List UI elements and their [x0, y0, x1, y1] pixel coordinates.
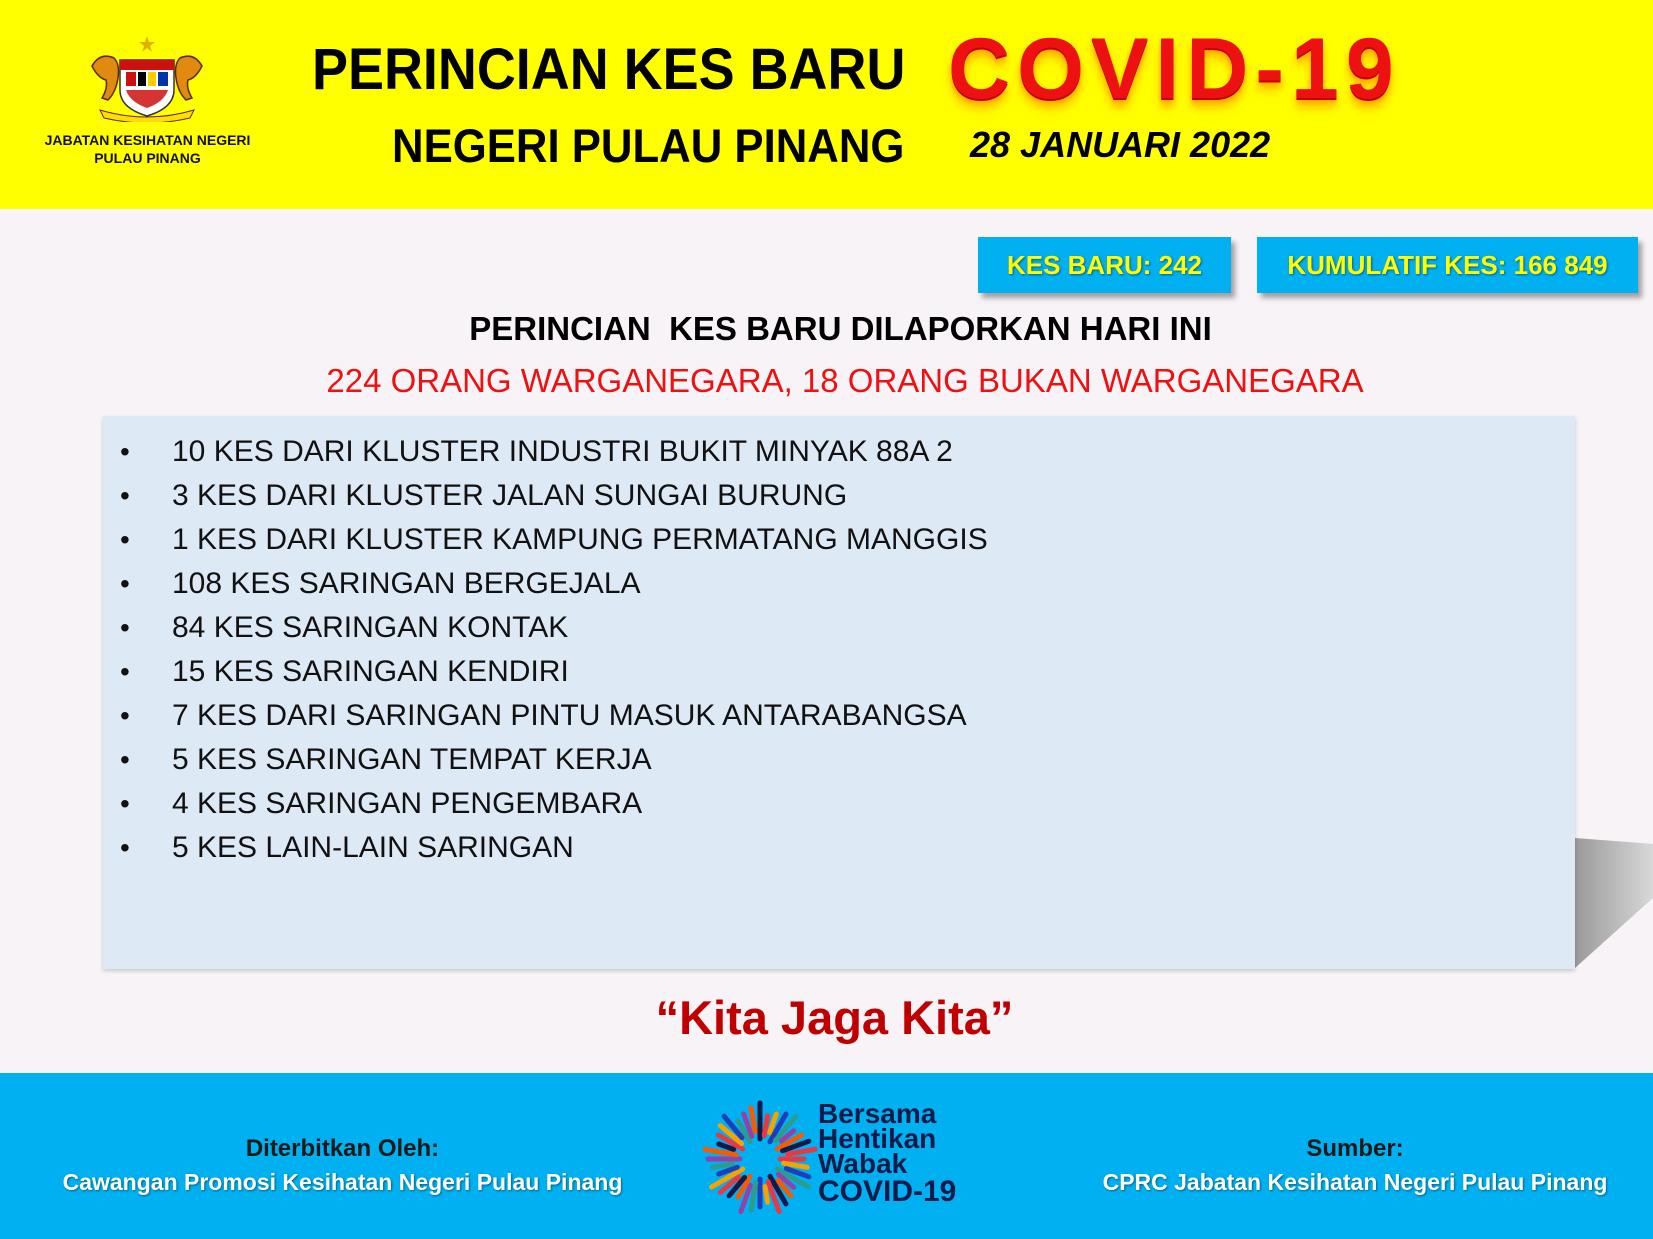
list-item	[103, 694, 1575, 738]
bullet: •	[120, 788, 130, 819]
source-label: Sumber:	[1306, 1135, 1404, 1162]
section-subheading: 224 ORANG WARGANEGARA, 18 ORANG BUKAN WARGANEGARA	[326, 362, 1364, 399]
case-item-text: 5 KES SARINGAN TEMPAT KERJA	[172, 743, 652, 776]
footer-banner	[0, 1073, 1653, 1239]
list-item	[103, 606, 1575, 650]
burst-ray	[751, 1108, 755, 1132]
bullet: •	[120, 568, 130, 599]
list-item	[103, 430, 1575, 474]
campaign-line-3: Wabak	[818, 1148, 908, 1179]
list-item	[103, 650, 1575, 694]
campaign-logo-text	[818, 1098, 957, 1208]
covid-title: COVID-19	[948, 21, 1401, 117]
campaign-line-2: Hentikan	[818, 1123, 937, 1154]
header-banner	[0, 0, 1653, 209]
list-item	[103, 562, 1575, 606]
case-item-text: 84 KES SARINGAN KONTAK	[172, 611, 569, 644]
source-name: CPRC Jabatan Kesihatan Negeri Pulau Pinang	[1102, 1169, 1608, 1195]
bullet: •	[120, 656, 130, 687]
agency-name-line2: PULAU PINANG	[94, 150, 201, 166]
campaign-line-1: Bersama	[818, 1098, 937, 1129]
case-item-text: 15 KES SARINGAN KENDIRI	[172, 655, 569, 688]
slogan: “Kita Jaga Kita”	[655, 991, 1014, 1044]
campaign-burst-icon	[698, 1097, 822, 1221]
agency-name-line1: JABATAN KESIHATAN NEGERI	[44, 132, 251, 148]
new-cases-badge	[978, 237, 1231, 293]
bullet: •	[120, 700, 130, 731]
state-title: NEGERI PULAU PINANG	[392, 119, 905, 172]
list-item	[103, 518, 1575, 562]
campaign-line-4: COVID-19	[818, 1175, 957, 1208]
case-item-text: 108 KES SARINGAN BERGEJALA	[172, 567, 641, 600]
new-cases-text: KES BARU: 242	[1006, 249, 1203, 280]
burst-ray	[765, 1187, 768, 1203]
case-item-text: 10 KES DARI KLUSTER INDUSTRI BUKIT MINYAK 88A 2	[172, 435, 953, 468]
publisher-label: Diterbitkan Oleh:	[245, 1135, 440, 1162]
agency-name	[20, 131, 275, 167]
case-item-text: 3 KES DARI KLUSTER JALAN SUNGAI BURUNG	[172, 479, 848, 512]
bullet: •	[120, 832, 130, 863]
publisher-name: Cawangan Promosi Kesihatan Negeri Pulau Pinang	[62, 1169, 623, 1195]
case-item-text: 5 KES LAIN-LAIN SARINGAN	[172, 831, 574, 864]
cumulative-cases-badge	[1257, 237, 1638, 293]
bullet: •	[120, 480, 130, 511]
source-block	[1090, 1133, 1620, 1199]
section-heading: PERINCIAN KES BARU DILAPORKAN HARI INI	[469, 310, 1212, 347]
case-item-text: 1 KES DARI KLUSTER KAMPUNG PERMATANG MANGGIS	[172, 523, 988, 556]
bullet: •	[120, 436, 130, 467]
malaysia-coat-of-arms-icon	[86, 36, 208, 122]
case-breakdown-box	[103, 416, 1575, 969]
burst-ray	[713, 1164, 733, 1167]
bullet: •	[120, 744, 130, 775]
case-item-text: 7 KES DARI SARINGAN PINTU MASUK ANTARABANGSA	[172, 699, 967, 732]
case-list	[103, 416, 1575, 870]
publisher-block	[40, 1133, 645, 1199]
cumulative-cases-text: KUMULATIF KES: 166 849	[1287, 249, 1608, 280]
case-item-text: 4 KES SARINGAN PENGEMBARA	[172, 787, 643, 820]
list-item	[103, 738, 1575, 782]
list-item	[103, 474, 1575, 518]
page-title: PERINCIAN KES BARU	[312, 37, 906, 102]
list-item	[103, 826, 1575, 870]
burst-ray	[764, 1116, 767, 1136]
list-item	[103, 782, 1575, 826]
bullet: •	[120, 524, 130, 555]
report-date: 28 JANUARI 2022	[970, 124, 1271, 165]
bullet: •	[120, 612, 130, 643]
